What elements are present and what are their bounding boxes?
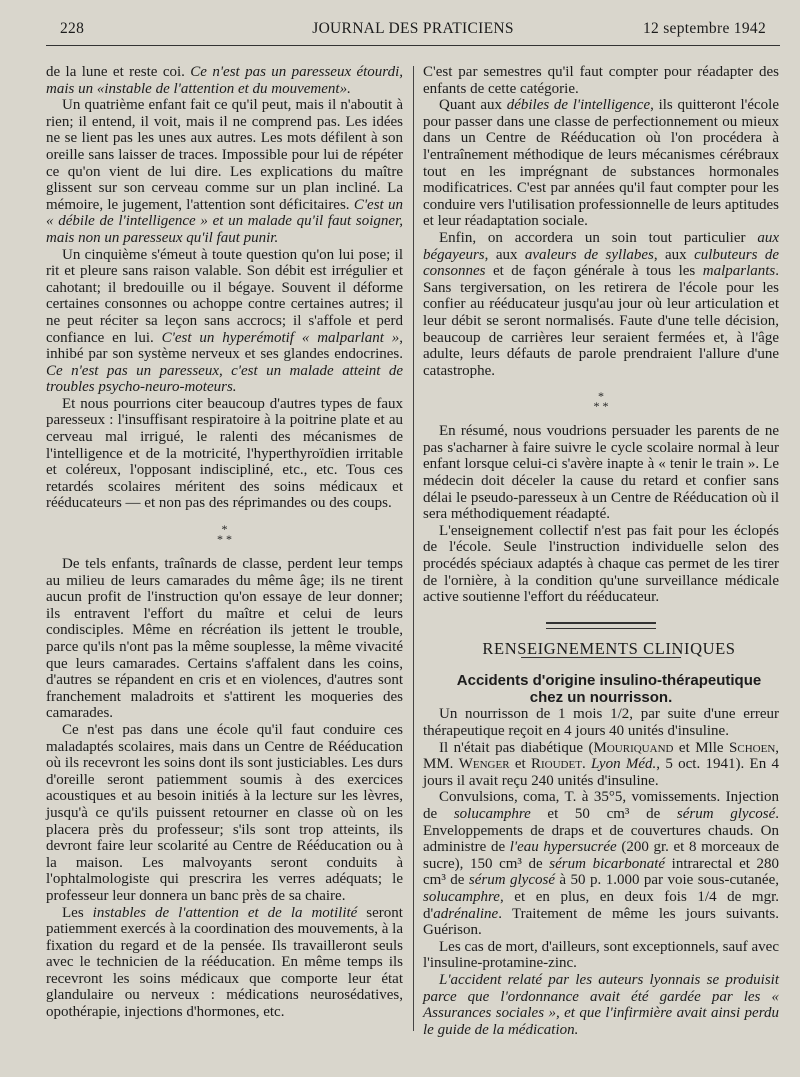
text-run: Les xyxy=(62,904,93,921)
right-column xyxy=(423,64,779,1038)
paragraph xyxy=(423,972,779,1038)
text-run: , 5 oct. 1941). En 4 jours il avait reçu 240 unités d'insuline. xyxy=(423,756,780,789)
text-run: . Traitement de même les jours suivants. Guérison. xyxy=(423,905,779,939)
text-run: Convulsions, coma, T. à 35°5, vomissements. Injection de xyxy=(423,789,779,822)
journal-title: JOURNAL DES PRATICIENS xyxy=(312,20,514,37)
author-name: Rioudet xyxy=(531,756,582,773)
text-run: , MM. xyxy=(423,739,780,773)
paragraph xyxy=(423,97,779,230)
italic-text: adrénaline xyxy=(433,905,499,922)
italic-text: solucamphre xyxy=(453,805,531,822)
text-run: Il n'était pas diabétique ( xyxy=(439,739,594,756)
column-divider xyxy=(413,66,414,1031)
text-run: et xyxy=(509,756,531,773)
section-separator xyxy=(46,522,403,547)
italic-text: l'eau hypersucrée xyxy=(509,839,617,856)
text-run: et 50 cm³ de xyxy=(530,805,677,822)
paragraph: C'est par semestres qu'il faut compter pour réadapter des enfants de cette catégorie. xyxy=(423,64,779,97)
italic-text: C'est un hyperémotif « malparlant » xyxy=(161,329,400,346)
italic-text: sérum glycosé xyxy=(676,805,776,822)
text-run: Enfin, on accordera un soin tout particulier xyxy=(439,229,758,246)
asterisks: * * xyxy=(593,399,609,414)
text-run: (200 gr. et 8 morceaux de sucre), 150 cm³ de xyxy=(423,839,779,872)
text-run: . xyxy=(581,756,592,773)
ornamental-rule xyxy=(546,622,656,629)
section-title: RENSEIGNEMENTS CLINIQUES xyxy=(482,638,736,658)
text-run: et de façon générale à tous les xyxy=(485,263,703,280)
paragraph: En résumé, nous voudrions persuader les parents de ne pas s'acharner à faire suivre le cycle scolaire normal à leur enfant lorsque celui-ci s'avère inapte à « tenir le train ». Le médecin doit déceler la cause du retard et confier sans délai le pseudo-paresseux à un Centre de Rééducation où il sera méthodiquement réadapté. xyxy=(423,423,779,523)
text-run: . Sans tergiversation, on les retirera de l'école pour les confier au rééducateur jusqu'au jour où leur articulation et leur débit se seront normalisés. Faute d'une telle décision, beaucoup de carrières leur seraient fermées et, à l'âge adulte, leurs défauts de parole prendraient l'allure d'une catastrophe. xyxy=(423,263,779,379)
page-number: 228 xyxy=(60,20,85,37)
text-run: Quant aux xyxy=(439,97,507,114)
italic-text: solucamphre xyxy=(423,888,500,905)
italic-text: instables de l'attention et de la motilité xyxy=(92,904,358,921)
text-run: , et en plus, en deux fois 1/4 de mgr. d' xyxy=(423,888,779,922)
text-run: . Enveloppements de draps et de couvertures chauds. On administre de xyxy=(423,805,779,856)
issue-date: 12 septembre 1942 xyxy=(642,20,766,37)
asterisk: * xyxy=(221,522,228,537)
text-run: de la lune et reste coi. xyxy=(46,64,191,80)
italic-text: sérum bicarbonaté xyxy=(549,855,666,872)
header-rule xyxy=(46,45,780,46)
left-column xyxy=(46,64,403,1021)
text-run: seront patiemment exercés à la coordination des mouvements, à la fixation du regard et de la pensée. Ils travailleront seuls avec le technicien de la rééducation. En même temps ils recevront les soins médicaux que comporte leur état glandulaire ou nerveux : médications neurosédatives, opothérapie, injections d'hormones, etc. xyxy=(46,904,403,1021)
italic-text: avaleurs de syllabes xyxy=(524,246,654,263)
italic-text: Ce n'est pas un paresseux étourdi, mais un «instable de l'attention et du mouvement». xyxy=(46,64,404,97)
italic-text: sérum glycosé xyxy=(468,872,555,889)
paragraph xyxy=(423,740,779,790)
paragraph: Les cas de mort, d'ailleurs, sont exceptionnels, sauf avec l'insuline-protamine-zinc. xyxy=(423,938,779,972)
author-name: Schoen xyxy=(729,739,776,756)
author-name: Mouriquand xyxy=(593,739,674,756)
text-run: , aux xyxy=(653,246,695,263)
paragraph: De tels enfants, traînards de classe, perdent leur temps au milieu de leurs camarades du même âge; ils ne tirent aucun profit de l'instruction qu'on essaye de leur donner; ils entravent l'effort du maître et celui de leurs condisciples. Même en récréation ils jettent le trouble, parce qu'ils n'ont pas la même souplesse, la même vivacité que leurs camarades. Certains s'affalent dans les coins, d'autres se répandent en cris et en violences, d'autres sont franchement maladroits et s'attirent les moqueries des camarades. xyxy=(46,556,403,722)
text-run: Un quatrième enfant fait ce qu'il peut, mais il n'aboutit à rien; il entend, il voit, mais il ne comprend pas. Les idées ne se lient pas les unes aux autres. Les mots défilent à son oreille sans laisser de traces. Impossible pour lui de répéter ce qu'on vient de lui dire. Les explications du maître glissent sur son cerveau comme sur un plan incliné. La mémoire, le jugement, l'attention sont déficitaires. xyxy=(46,97,403,213)
text-run: , aux xyxy=(484,246,525,263)
text-run: à 50 p. 1.000 par voie sous-cutanée, xyxy=(554,872,779,889)
italic-text: culbuteurs de consonnes xyxy=(423,246,779,280)
journal-citation: Lyon Méd. xyxy=(591,756,657,773)
paragraph xyxy=(46,247,403,396)
italic-text: malparlants xyxy=(702,263,776,280)
italic-text: C'est un « débile de l'intelligence » et un malade qu'il faut soigner, mais non un paresseux qu'il faut punir. xyxy=(46,196,403,246)
text-run: , ils quitteront l'école pour passer dans une classe de perfectionnement ou mieux dans un Centre de Rééducation où l'on procédera à l'entraînement méthodique de leurs mécanismes cérébraux tout en les imprégnant de substances hormonales modificatrices. C'est par années qu'il faut compter pour les conduire vers l'utilisation professionnelle de leurs aptitudes et leur réadaptation sociale. xyxy=(423,97,779,230)
running-header xyxy=(60,20,766,44)
paragraph xyxy=(46,905,403,1021)
paragraph xyxy=(46,97,403,246)
asterisks: * * xyxy=(217,532,232,547)
italic-text: débiles de l'intelligence xyxy=(506,97,651,114)
article-title-line: Accidents d'origine insulino-thérapeutique xyxy=(456,672,762,690)
italic-text: L'accident relaté par les auteurs lyonnais se produisit parce que l'ordonnance avait été gardée par les « Assurances sociales », et que l'infirmière avait ainsi perdu le guide de la médication. xyxy=(423,971,779,1038)
paragraph: Un nourrisson de 1 mois 1/2, par suite d'une erreur thérapeutique reçoit en 4 jours 40 unités d'insuline. xyxy=(423,706,779,739)
paragraph xyxy=(46,64,403,97)
text-run: , inhibé par son système nerveux et ses glandes endocrines. xyxy=(46,329,403,363)
section-separator xyxy=(423,389,779,414)
paragraph xyxy=(423,789,779,938)
italic-text: aux bégayeurs xyxy=(423,229,779,263)
article-title-line: chez un nourrisson. xyxy=(529,689,673,707)
text-run: et Mlle xyxy=(673,739,730,756)
author-name: Wenger xyxy=(458,756,510,773)
text-run: Un cinquième s'émeut à toute question qu'on lui pose; il rit et pleure sans raison valable. Son débit est irrégulier et cahotant; il bredouille ou il bégaye. Souvent il déforme certaines consonnes ou achoppe contre certaines autres; il ne peut réciter sa leçon sans accrocs; il s'affole et perd confiance en lui. xyxy=(46,246,403,346)
paragraph xyxy=(423,230,779,379)
paragraph: Et nous pourrions citer beaucoup d'autres types de faux paresseux : l'insuffisant respiratoire à la poitrine plate et au cerveau mal irrigué, le ralenti des mécanismes de l'intelligence et de la motricité, l'hyperthyroïdien irritable et coléreux, l'opposant indiscipliné, etc., etc. Tous ces retardés scolaires méritent des soins médicaux et rééducateurs — et non pas des réprimandes ou des coups. xyxy=(46,395,403,512)
paragraph: Ce n'est pas dans une école qu'il faut conduire ces maladaptés scolaires, mais dans un Centre de Rééducation où ils recevront les soins dont ils sont justiciables. Les durs d'oreille seront patiemment soumis à des exercices acoustiques et au besoin initiés à la lecture sur les lèvres, jusqu'à ce qu'ils puissent retourner en classe où on les placera près du professeur; s'ils sont trop atteints, ils devront faire leur scolarité au Centre de Rééducation ou à la maison. Les malvoyants seront conduits à l'ophtalmologiste qui prescrira les verres adéquats; le professeur leur donnera un banc près de sa chaire. xyxy=(46,721,403,904)
paragraph: L'enseignement collectif n'est pas fait pour les éclopés de l'école. Seule l'instruction individuelle selon des procédés spéciaux adaptés à chaque cas permet de les tirer de l'ornière, à la condition qu'une surveillance médicale active soutienne l'effort du rééducateur. xyxy=(423,522,779,606)
asterisk: * xyxy=(598,389,604,404)
text-run: intrarectal et 280 cm³ de xyxy=(423,855,779,889)
article-title xyxy=(423,672,779,706)
italic-text: Ce n'est pas un paresseux, c'est un malade atteint de troubles psycho-neuro-moteurs. xyxy=(46,362,403,396)
